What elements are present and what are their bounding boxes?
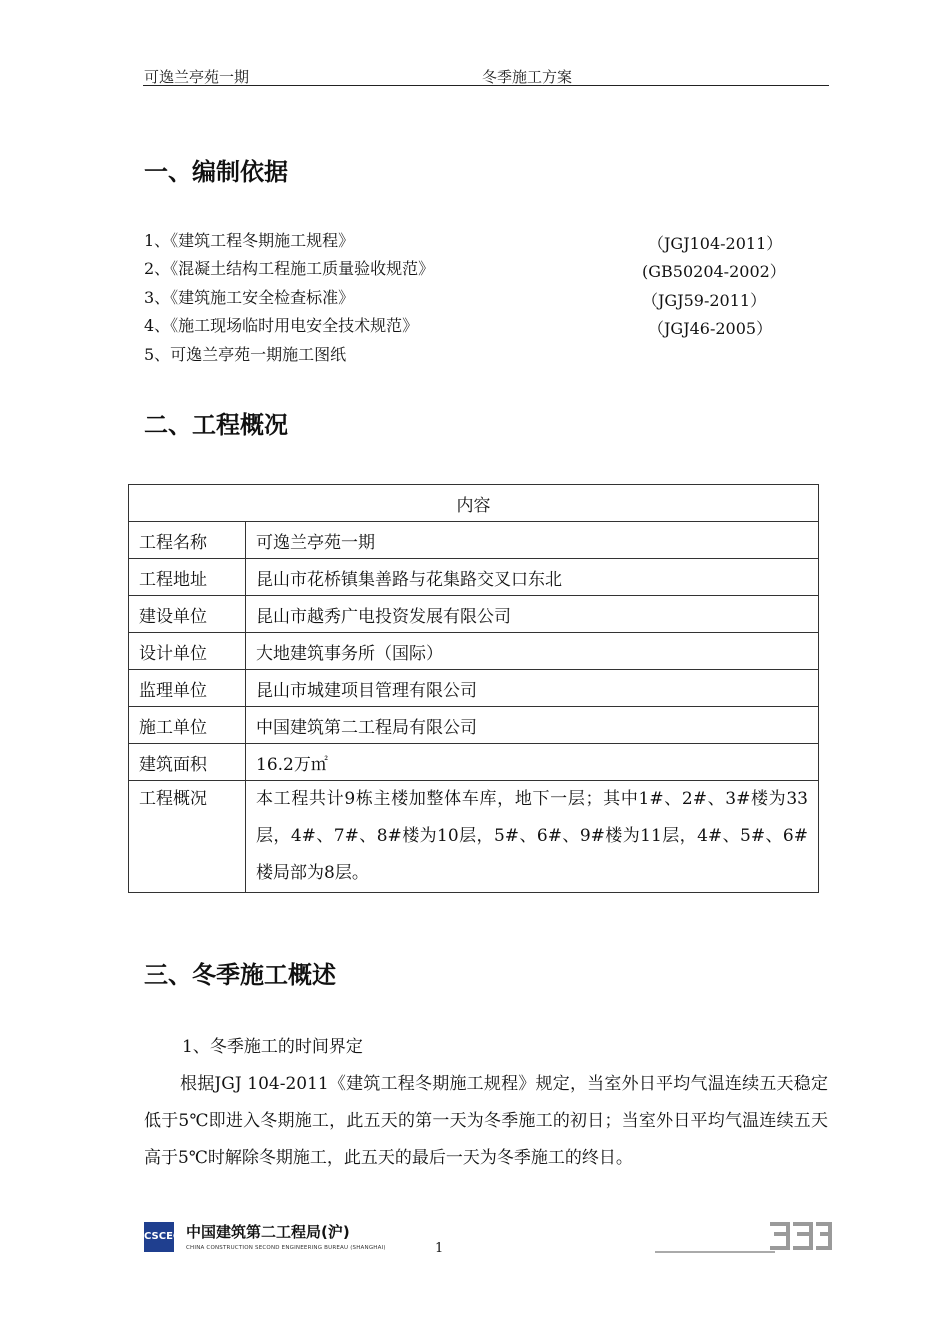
row-value: 昆山市花桥镇集善路与花集路交叉口东北	[246, 559, 819, 596]
header-project-name: 可逸兰亭苑一期	[144, 68, 250, 86]
reference-item: 2、《混凝土结构工程施工质量验收规范》	[144, 259, 435, 278]
reference-code: （JGJ59-2011）	[642, 291, 767, 310]
reference-code: （JGJ104-2011）	[648, 234, 783, 253]
table-row	[129, 744, 819, 781]
row-value: 本工程共计9栋主楼加整体车库，地下一层；其中1#、2#、3#楼为33层，4#、7#、8#楼为10层，5#、6#、9#楼为11层，4#、5#、6#楼局部为8层。	[246, 781, 819, 893]
subsection-title: 1、冬季施工的时间界定	[182, 1037, 363, 1057]
project-info-table	[128, 484, 819, 893]
table-row	[129, 596, 819, 633]
row-label: 工程概况	[129, 781, 246, 893]
page-number: 1	[435, 1241, 444, 1256]
reference-code: (GB50204-2002）	[642, 262, 786, 281]
table-row	[129, 633, 819, 670]
reference-item: 4、《施工现场临时用电安全技术规范》	[144, 316, 419, 335]
logo-mark-icon: CSCEC	[144, 1231, 181, 1242]
row-label: 工程名称	[129, 522, 246, 559]
header-rule	[143, 85, 829, 86]
section-3-title: 三、冬季施工概述	[144, 961, 336, 989]
table-row	[129, 781, 819, 893]
reference-code: （JGJ46-2005）	[648, 319, 773, 338]
row-value: 昆山市越秀广电投资发展有限公司	[246, 596, 819, 633]
footer-company-name: 中国建筑第二工程局(沪)	[186, 1223, 350, 1241]
table-header: 内容	[129, 485, 819, 522]
table-row	[129, 559, 819, 596]
footer-company-english: CHINA CONSTRUCTION SECOND ENGINEERING BUREAU (SHANGHAI)	[186, 1245, 386, 1251]
reference-item: 3、《建筑施工安全检查标准》	[144, 288, 355, 307]
table-row	[129, 707, 819, 744]
row-value: 16.2万㎡	[246, 744, 819, 781]
row-value: 昆山市城建项目管理有限公司	[246, 670, 819, 707]
row-label: 建筑面积	[129, 744, 246, 781]
row-value: 可逸兰亭苑一期	[246, 522, 819, 559]
row-label: 工程地址	[129, 559, 246, 596]
section-2-title: 二、工程概况	[144, 411, 288, 439]
table-row	[129, 522, 819, 559]
row-label: 设计单位	[129, 633, 246, 670]
row-label: 建设单位	[129, 596, 246, 633]
row-value: 大地建筑事务所（国际）	[246, 633, 819, 670]
reference-item: 1、《建筑工程冬期施工规程》	[144, 231, 355, 250]
company-logo	[144, 1222, 181, 1252]
header-document-title: 冬季施工方案	[482, 68, 573, 86]
row-label: 监理单位	[129, 670, 246, 707]
footer-decoration-icon	[655, 1218, 835, 1260]
body-paragraph: 根据JGJ 104-2011《建筑工程冬期施工规程》规定，当室外日平均气温连续五天稳定低于5℃即进入冬期施工，此五天的第一天为冬季施工的初日；当室外日平均气温连续五天高于5℃时解除冬期施工，此五天的最后一天为冬季施工的终日。	[144, 1074, 828, 1168]
reference-item: 5、可逸兰亭苑一期施工图纸	[144, 345, 347, 364]
table-row	[129, 670, 819, 707]
row-value: 中国建筑第二工程局有限公司	[246, 707, 819, 744]
row-label: 施工单位	[129, 707, 246, 744]
section-1-title: 一、编制依据	[144, 158, 288, 186]
